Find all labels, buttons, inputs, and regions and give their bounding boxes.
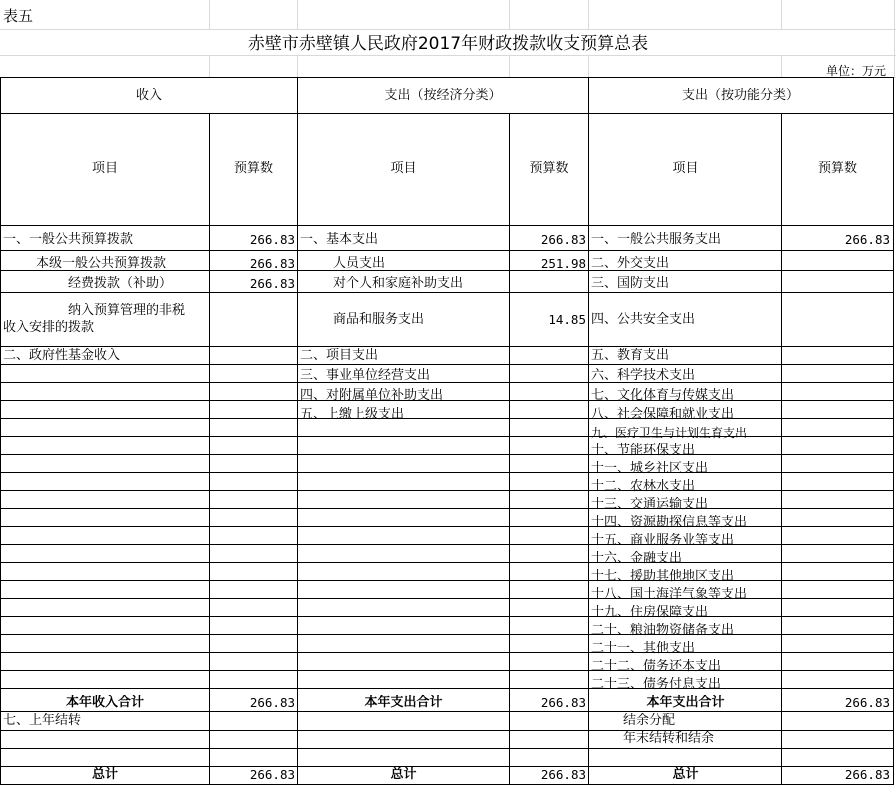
income-item-label: 本级一般公共预算拨款 xyxy=(36,256,167,271)
func-item-label: 四、公共安全支出 xyxy=(591,312,696,327)
grid-line-h xyxy=(0,346,894,347)
func-item-label: 十二、农林水支出 xyxy=(591,479,696,494)
header-func-item: 项目 xyxy=(672,161,699,176)
func-item-value: 266.83 xyxy=(844,232,890,247)
grid-line-v xyxy=(509,113,510,785)
income-item-label-cont: 收入安排的拨款 xyxy=(3,320,95,335)
income-year-total-label: 本年收入合计 xyxy=(65,695,144,710)
grid-line-v xyxy=(781,113,782,785)
econ-item-label: 四、对附属单位补助支出 xyxy=(300,388,444,403)
grid-line-h xyxy=(0,598,894,599)
income-year-total-value: 266.83 xyxy=(249,695,295,710)
func-grand-total-value: 266.83 xyxy=(844,767,890,782)
func-grand-total-label: 总计 xyxy=(672,767,699,782)
header-func-budget: 预算数 xyxy=(817,161,857,176)
grid-line-v xyxy=(588,0,589,30)
econ-item-value: 266.83 xyxy=(540,232,586,247)
grid-line-h xyxy=(0,634,894,635)
grid-line-v xyxy=(209,0,210,30)
econ-item-label: 人员支出 xyxy=(333,256,386,271)
func-item-label: 五、教育支出 xyxy=(591,348,670,363)
grid-line-v xyxy=(297,0,298,30)
grid-line-h xyxy=(0,748,894,749)
income-item-label: 一、一般公共预算拨款 xyxy=(3,232,134,247)
grid-line-h xyxy=(0,454,894,455)
func-year-total-label: 本年支出合计 xyxy=(646,695,725,710)
income-item-label: 二、政府性基金收入 xyxy=(3,348,121,363)
grid-line-h xyxy=(0,364,894,365)
grid-line-h xyxy=(0,436,894,437)
income-item-value: 266.83 xyxy=(249,276,295,291)
income-grand-total-label: 总计 xyxy=(91,767,118,782)
grid-line-h xyxy=(0,250,894,251)
econ-item-value: 251.98 xyxy=(540,256,586,271)
func-item-label: 二、外交支出 xyxy=(591,256,670,271)
econ-grand-total-label: 总计 xyxy=(390,767,417,782)
func-surplus-label: 结余分配 xyxy=(623,713,676,728)
func-item-label: 十、节能环保支出 xyxy=(591,443,696,458)
econ-year-total-label: 本年支出合计 xyxy=(364,695,443,710)
econ-grand-total-value: 266.83 xyxy=(540,767,586,782)
func-item-label: 六、科学技术支出 xyxy=(591,368,696,383)
header-income-item: 项目 xyxy=(91,161,118,176)
econ-item-label: 一、基本支出 xyxy=(300,232,379,247)
func-item-label: 八、社会保障和就业支出 xyxy=(591,407,735,422)
header-expense-func: 支出（按功能分类） xyxy=(681,88,799,103)
grid-line-v xyxy=(893,77,894,785)
grid-line-h xyxy=(0,29,896,30)
econ-item-value: 14.85 xyxy=(548,312,586,327)
table-title: 赤壁市赤壁镇人民政府2017年财政拨款收支预算总表 xyxy=(247,34,649,54)
func-item-label: 二十三、债务付息支出 xyxy=(591,677,722,692)
func-item-label: 十七、援助其他地区支出 xyxy=(591,569,735,584)
grid-line-v xyxy=(0,77,1,785)
grid-line-h xyxy=(0,55,896,56)
econ-item-label: 商品和服务支出 xyxy=(333,312,425,327)
grid-line-v xyxy=(509,0,510,30)
header-econ-item: 项目 xyxy=(390,161,417,176)
grid-line-h xyxy=(0,670,894,671)
econ-item-label: 三、事业单位经营支出 xyxy=(300,368,431,383)
income-grand-total-value: 266.83 xyxy=(249,767,295,782)
func-item-label: 二十一、其他支出 xyxy=(591,641,696,656)
grid-line-h xyxy=(0,77,894,78)
grid-line-h xyxy=(0,580,894,581)
unit-label: 单位：万元 xyxy=(826,64,887,78)
func-item-label: 十六、金融支出 xyxy=(591,551,683,566)
income-item-value: 266.83 xyxy=(249,232,295,247)
grid-line-v xyxy=(509,55,510,78)
econ-year-total-value: 266.83 xyxy=(540,695,586,710)
grid-line-v xyxy=(297,77,298,785)
grid-line-h xyxy=(0,400,894,401)
grid-line-h xyxy=(0,113,894,114)
income-item-label: 纳入预算管理的非税 xyxy=(68,303,186,318)
grid-line-h xyxy=(0,490,894,491)
func-item-label: 二十二、债务还本支出 xyxy=(591,659,722,674)
grid-line-h xyxy=(0,562,894,563)
grid-line-v xyxy=(209,113,210,785)
grid-line-v xyxy=(588,77,589,785)
func-item-label: 十九、住房保障支出 xyxy=(591,605,709,620)
grid-line-h xyxy=(0,784,894,785)
func-item-label: 九、医疗卫生与计划生育支出 xyxy=(591,426,748,440)
func-item-label: 七、文化体育与传媒支出 xyxy=(591,388,735,403)
grid-line-h xyxy=(0,688,894,689)
grid-line-h xyxy=(0,418,894,419)
grid-line-h xyxy=(0,472,894,473)
func-year-end-label: 年末结转和结余 xyxy=(623,731,715,746)
header-income: 收入 xyxy=(135,88,162,103)
table-label: 表五 xyxy=(3,7,34,25)
grid-line-h xyxy=(0,292,894,293)
header-econ-budget: 预算数 xyxy=(529,161,569,176)
grid-line-v xyxy=(297,55,298,78)
grid-line-v xyxy=(781,0,782,30)
income-carryover-label: 七、上年结转 xyxy=(3,713,82,728)
grid-line-v xyxy=(209,55,210,78)
grid-line-h xyxy=(0,225,894,226)
income-item-value: 266.83 xyxy=(249,256,295,271)
func-item-label: 十三、交通运输支出 xyxy=(591,497,709,512)
header-expense-econ: 支出（按经济分类） xyxy=(384,88,502,103)
func-item-label: 十五、商业服务业等支出 xyxy=(591,533,735,548)
grid-line-h xyxy=(0,616,894,617)
grid-line-v xyxy=(588,55,589,78)
econ-item-label: 对个人和家庭补助支出 xyxy=(333,276,464,291)
grid-line-h xyxy=(0,544,894,545)
income-item-label: 经费拨款（补助） xyxy=(68,276,173,291)
func-year-total-value: 266.83 xyxy=(844,695,890,710)
grid-line-h xyxy=(0,652,894,653)
func-item-label: 三、国防支出 xyxy=(591,276,670,291)
grid-line-h xyxy=(0,508,894,509)
econ-item-label: 二、项目支出 xyxy=(300,348,379,363)
grid-line-h xyxy=(0,526,894,527)
grid-line-h xyxy=(0,382,894,383)
func-item-label: 十四、资源勘探信息等支出 xyxy=(591,515,748,530)
func-item-label: 十一、城乡社区支出 xyxy=(591,461,709,476)
grid-line-h xyxy=(0,711,894,712)
header-income-budget: 预算数 xyxy=(233,161,273,176)
econ-item-label: 五、上缴上级支出 xyxy=(300,407,405,422)
func-item-label: 一、一般公共服务支出 xyxy=(591,232,722,247)
grid-line-h xyxy=(0,730,894,731)
func-item-label: 二十、粮油物资储备支出 xyxy=(591,623,735,638)
grid-line-v xyxy=(781,55,782,78)
func-item-label: 十八、国土海洋气象等支出 xyxy=(591,587,748,602)
